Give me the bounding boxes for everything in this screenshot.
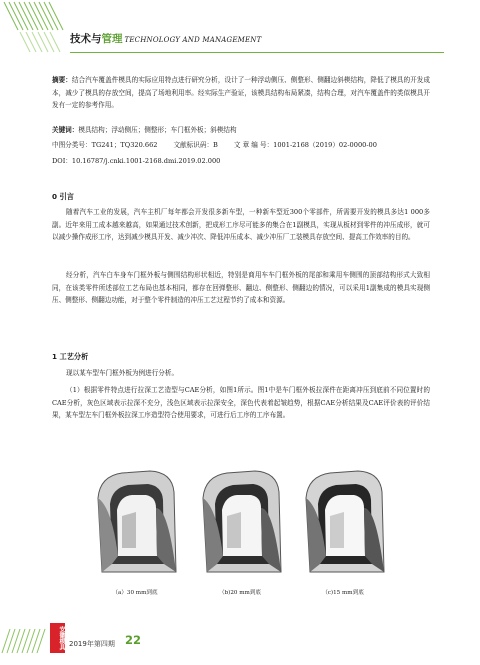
figure-caption-b: （b)20 mm到底	[218, 590, 262, 596]
journal-logo-text: 安徽模具	[58, 626, 65, 650]
doi-value: 10.16787/j.cnki.1001-2168.dmi.2019.02.000	[71, 157, 221, 165]
cae-stamping-panel-image-c	[300, 468, 386, 576]
abstract-label: 摘要：	[52, 76, 72, 84]
abstract	[52, 74, 430, 112]
clc-label: 中图分类号：	[52, 141, 92, 149]
header-rule	[70, 52, 444, 53]
journal-section-title	[70, 31, 262, 46]
doc-code-label: 文献标识码：	[173, 141, 214, 149]
classification-line	[52, 139, 377, 149]
process-paragraph-2: （1）根据零件特点进行拉深工艺造型与CAE分析，如图1所示。图1中是车门框外板拉深件在距离冲压到底前不同位置时的CAE分析，灰色区域表示拉深不充分，浅色区域表示拉深安全，深色代表着起皱趋势，根据CAE分析结果及CAE评价表的评价结果，某车型左车门框外板拉深工序造型符合使用要求，可进行后工序的工序布置。	[52, 386, 430, 420]
intro-paragraph-2: 经分析，汽车白车身车门框外板与侧围结构形状相近，特别是商用车车门框外板的尾部和乘用车侧围的顶部结构形式大致相同，在该类零件所述部位工艺布局也基本相同，都存在回弹整形、翻边、侧整形、侧翻边的情况，可以采用1副集成的模具实现侧压、侧整形、侧翻边功能，对于整个零件制造的冲压工艺过程节约了成本和资源。	[52, 271, 430, 305]
section-title-english: TECHNOLOGY AND MANAGEMENT	[124, 36, 262, 44]
article-number-label: 文 章 编 号：	[233, 141, 274, 149]
keywords	[52, 124, 237, 134]
page-number: 22	[125, 633, 142, 647]
section-title-part2: 管理	[101, 33, 123, 45]
figure-caption-a: （a）30 mm到底	[112, 590, 158, 596]
keywords-label: 关键词：	[52, 126, 79, 134]
cae-stamping-panel-image-b	[197, 468, 283, 576]
section-title-part1: 技术与	[70, 33, 102, 45]
doi-label: DOI：	[52, 157, 72, 165]
clc-value: TG241；TQ320.662	[91, 141, 158, 149]
doi-line	[52, 155, 220, 165]
section-heading-process: 1 工艺分析	[52, 352, 89, 361]
intro-paragraph-1: 随着汽车工业的发展，汽车主机厂每年都会开发很多新车型，一种新车型近300个零部件，所需要开发的模具多达1 000多副。近年来用工成本越来越高，如果通过技术创新，把成形工序尽可能多的集合在1副模具，实现从板材到零件的冲压成形，就可以减少操作成形工序，达到减少模具开发、减少冲次、降低冲压成本、减少冲压厂工装模具存放空间、提高工作效率的目的。	[52, 208, 430, 242]
doc-code-value: B	[213, 141, 218, 149]
article-number-value: 1001-2168（2019）02-0000-00	[273, 141, 377, 149]
header-stripes-decoration	[0, 0, 70, 58]
figure-caption-c: （c)15 mm到底	[322, 590, 364, 596]
section-heading-intro: 0 引言	[52, 192, 74, 201]
keywords-text: 模具结构；浮动侧压；侧整形；车门框外板；斜楔结构	[78, 126, 237, 134]
journal-logo	[50, 623, 65, 653]
cae-stamping-panel-image-a	[92, 468, 178, 576]
process-paragraph-1: 现以某车型车门框外板为例进行分析。	[66, 369, 179, 377]
issue-label: 2019年第四期	[69, 640, 115, 648]
abstract-text: 结合汽车覆盖件模具的实际应用特点进行研究分析，设计了一种浮动侧压、侧整形、侧翻边斜楔结构，降低了模具的开发成本，减少了模具的存放空间，提高了场地利用率。经实际生产验证，该模具结构布局紧凑，结构合理，对汽车覆盖件的类似模具开发有一定的参考作用。	[52, 76, 431, 110]
